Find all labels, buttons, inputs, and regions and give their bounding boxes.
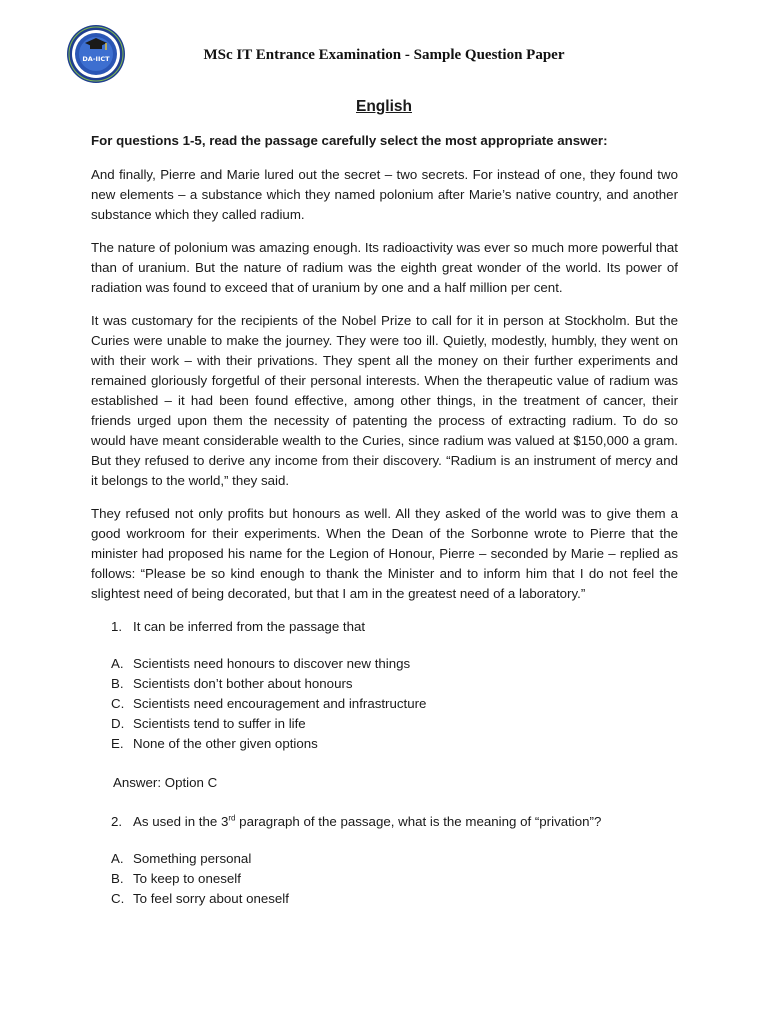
passage-paragraph: And finally, Pierre and Marie lured out the secret – two secrets. For instead of one, they found two new elements – a substance which they named polonium after Marie’s native country, and another substance which they called radium. — [91, 167, 678, 222]
option-text: None of the other given options — [133, 736, 318, 751]
option-text: Scientists don’t bother about honours — [133, 676, 353, 691]
option-item — [91, 654, 678, 674]
question-number: 1. — [111, 619, 123, 634]
option-item — [91, 869, 678, 889]
question-1-options — [91, 654, 678, 754]
option-letter: C. — [111, 696, 125, 711]
option-letter: E. — [111, 736, 124, 751]
option-item — [91, 714, 678, 734]
passage-paragraph: The nature of polonium was amazing enough. Its radioactivity was ever so much more powerful that than of uranium. But the nature of radium was the eighth great wonder of the world. Its power of radiation was found to exceed that of uranium by one and a half million per cent. — [91, 240, 678, 295]
option-letter: B. — [111, 676, 124, 691]
question-text-after: paragraph of the passage, what is the meaning of “privation”? — [235, 814, 602, 829]
section-title: English — [356, 98, 412, 115]
option-letter: A. — [111, 656, 124, 671]
question-text-before: As used in the 3 — [133, 814, 229, 829]
passage-paragraph: It was customary for the recipients of the Nobel Prize to call for it in person at Stockholm. But the Curies were unable to make the journey. They were too ill. Quietly, modestly, humbly, they went on with their work – with their privations. They spent all the money on their further experiments and remained gloriously forgetful of their personal interests. When the therapeutic value of radium was established – it had been found effective, among other things, in the treatment of cancer, their friends urged upon them the necessity of patenting the process of extracting radium. To do so would have meant considerable wealth to the Curies, since radium was valued at $150,000 a gram. But they refused to derive any income from their discovery. “Radium is an instrument of mercy and it belongs to the world,” they said. — [91, 313, 678, 488]
option-text: Something personal — [133, 851, 252, 866]
question-text: It can be inferred from the passage that — [133, 619, 366, 634]
page-header — [0, 0, 768, 100]
option-item — [91, 694, 678, 714]
question-2-options — [91, 849, 678, 909]
option-item — [91, 674, 678, 694]
logo-text: DA-IICT — [82, 55, 110, 63]
ordinal-suffix: rd — [228, 813, 236, 823]
option-letter: B. — [111, 871, 124, 886]
option-text: Scientists need encouragement and infrastructure — [133, 696, 427, 711]
option-letter: A. — [111, 851, 124, 866]
option-letter: D. — [111, 716, 125, 731]
exam-title: MSc IT Entrance Examination - Sample Question Paper — [203, 47, 565, 63]
option-text: Scientists need honours to discover new things — [133, 656, 411, 671]
passage-paragraph: They refused not only profits but honours as well. All they asked of the world was to give them a good workroom for their experiments. When the Dean of the Sorbonne wrote to Pierre that the minister had proposed his name for the Legion of Honour, Pierre – seconded by Marie – replied as follows: “Please be so kind enough to thank the Minister and to inform him that I do not feel the slightest need of being decorated, but that I am in the greatest need of a laboratory.” — [91, 506, 678, 601]
question-text — [133, 812, 601, 832]
option-item — [91, 734, 678, 754]
question-number: 2. — [111, 814, 123, 829]
question-2 — [91, 812, 678, 832]
instruction: For questions 1-5, read the passage carefully select the most appropriate answer: — [91, 133, 608, 148]
question-1 — [91, 617, 678, 637]
option-text: To keep to oneself — [133, 871, 241, 886]
option-text: To feel sorry about oneself — [133, 891, 289, 906]
option-text: Scientists tend to suffer in life — [133, 716, 306, 731]
exam-content — [91, 131, 678, 909]
answer-text: Answer: Option C — [113, 775, 218, 790]
option-letter: C. — [111, 891, 125, 906]
option-item — [91, 889, 678, 909]
option-item — [91, 849, 678, 869]
